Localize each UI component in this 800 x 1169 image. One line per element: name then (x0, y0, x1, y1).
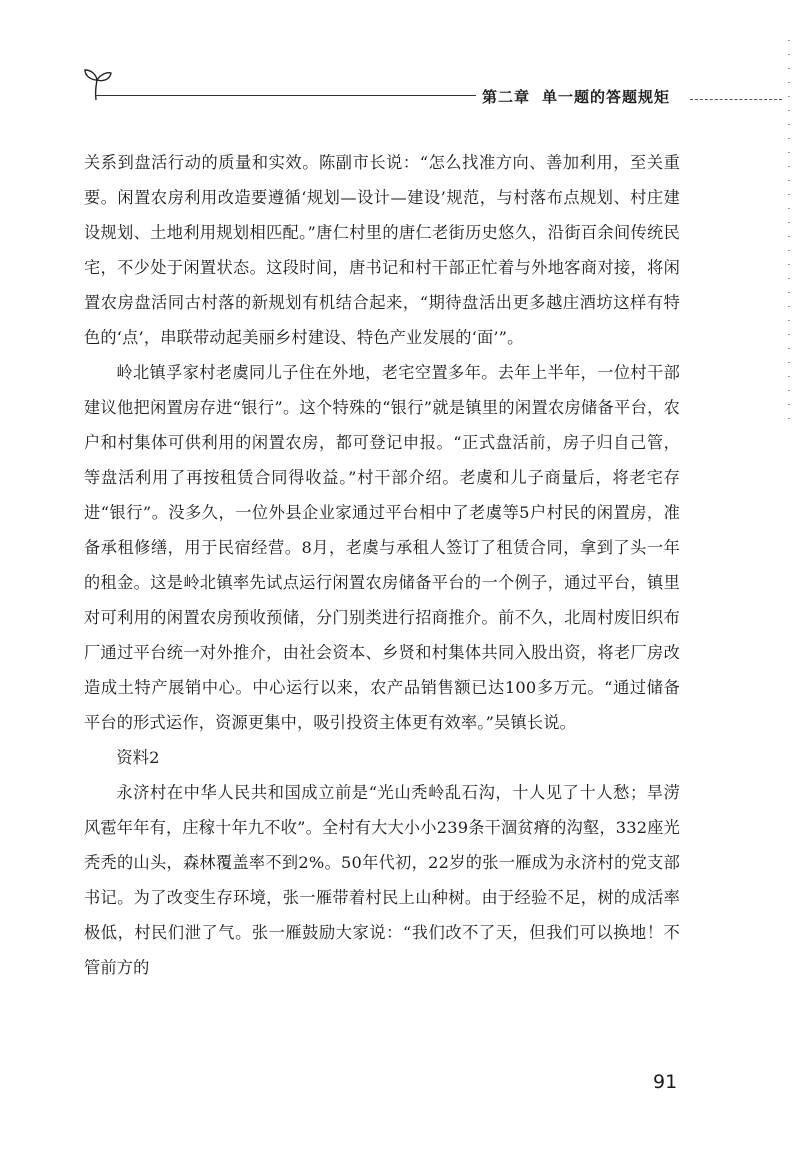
sprout-icon (83, 64, 113, 102)
paragraph: 永济村在中华人民共和国成立前是“光山秃岭乱石沟，十人见了十人愁；旱涝风雹年年有，庄稼十年九不收”。全村有大大小小239条干涸贫瘠的沟壑，332座光秃秃的山头，森林覆盖率不到2%。50年代初，22岁的张一雁成为永济村的党支部书记。为了改变生存环境，张一雁带着村民上山种树。由于经验不足，树的成活率极低，村民们泄了气。张一雁鼓励大家说：“我们改不了天，但我们可以换地！不管前方的 (84, 783, 680, 977)
header-rule-right (690, 99, 782, 100)
page-body (84, 145, 680, 985)
page-number: 91 (653, 1071, 678, 1093)
header-rule-left (96, 95, 476, 96)
running-header (0, 62, 800, 110)
scan-artifact (788, 40, 790, 420)
header-title (482, 86, 670, 107)
chapter-title: 单一题的答题规矩 (542, 88, 671, 106)
section-heading: 资料2 (116, 748, 160, 767)
paragraph: 关系到盘活行动的质量和实效。陈副市长说：“怎么找准方向、善加利用，至关重要。闲置农房利用改造要遵循‘规划—设计—建设’规范，与村落布点规划、村庄建设规划、土地利用规划相匹配。”唐仁村里的唐仁老街历史悠久，沿街百余间传统民宅，不少处于闲置状态。这段时间，唐书记和村干部正忙着与外地客商对接，将闲置农房盘活同古村落的新规划有机结合起来，“期待盘活出更多越庄酒坊这样有特色的‘点’，串联带动起美丽乡村建设、特色产业发展的‘面’”。 (84, 153, 680, 347)
paragraph: 岭北镇孚家村老虞同儿子住在外地，老宅空置多年。去年上半年，一位村干部建议他把闲置房存进“银行”。这个特殊的“银行”就是镇里的闲置农房储备平台，农户和村集体可供利用的闲置农房，都可登记申报。“正式盘活前，房子归自己管，等盘活利用了再按租赁合同得收益。”村干部介绍。老虞和儿子商量后，将老宅存进“银行”。没多久，一位外县企业家通过平台相中了老虞等5户村民的闲置房，准备承租修缮，用于民宿经营。8月，老虞与承租人签订了租赁合同，拿到了头一年的租金。这是岭北镇率先试点运行闲置农房储备平台的一个例子，通过平台，镇里对可利用的闲置农房预收预储，分门别类进行招商推介。前不久，北周村废旧织布厂通过平台统一对外推介，由社会资本、乡贤和村集体共同入股出资，将老厂房改造成土特产展销中心。中心运行以来，农产品销售额已达100多万元。“通过储备平台的形式运作，资源更集中，吸引投资主体更有效率。”吴镇长说。 (84, 363, 680, 732)
chapter-label: 第二章 (482, 88, 531, 106)
